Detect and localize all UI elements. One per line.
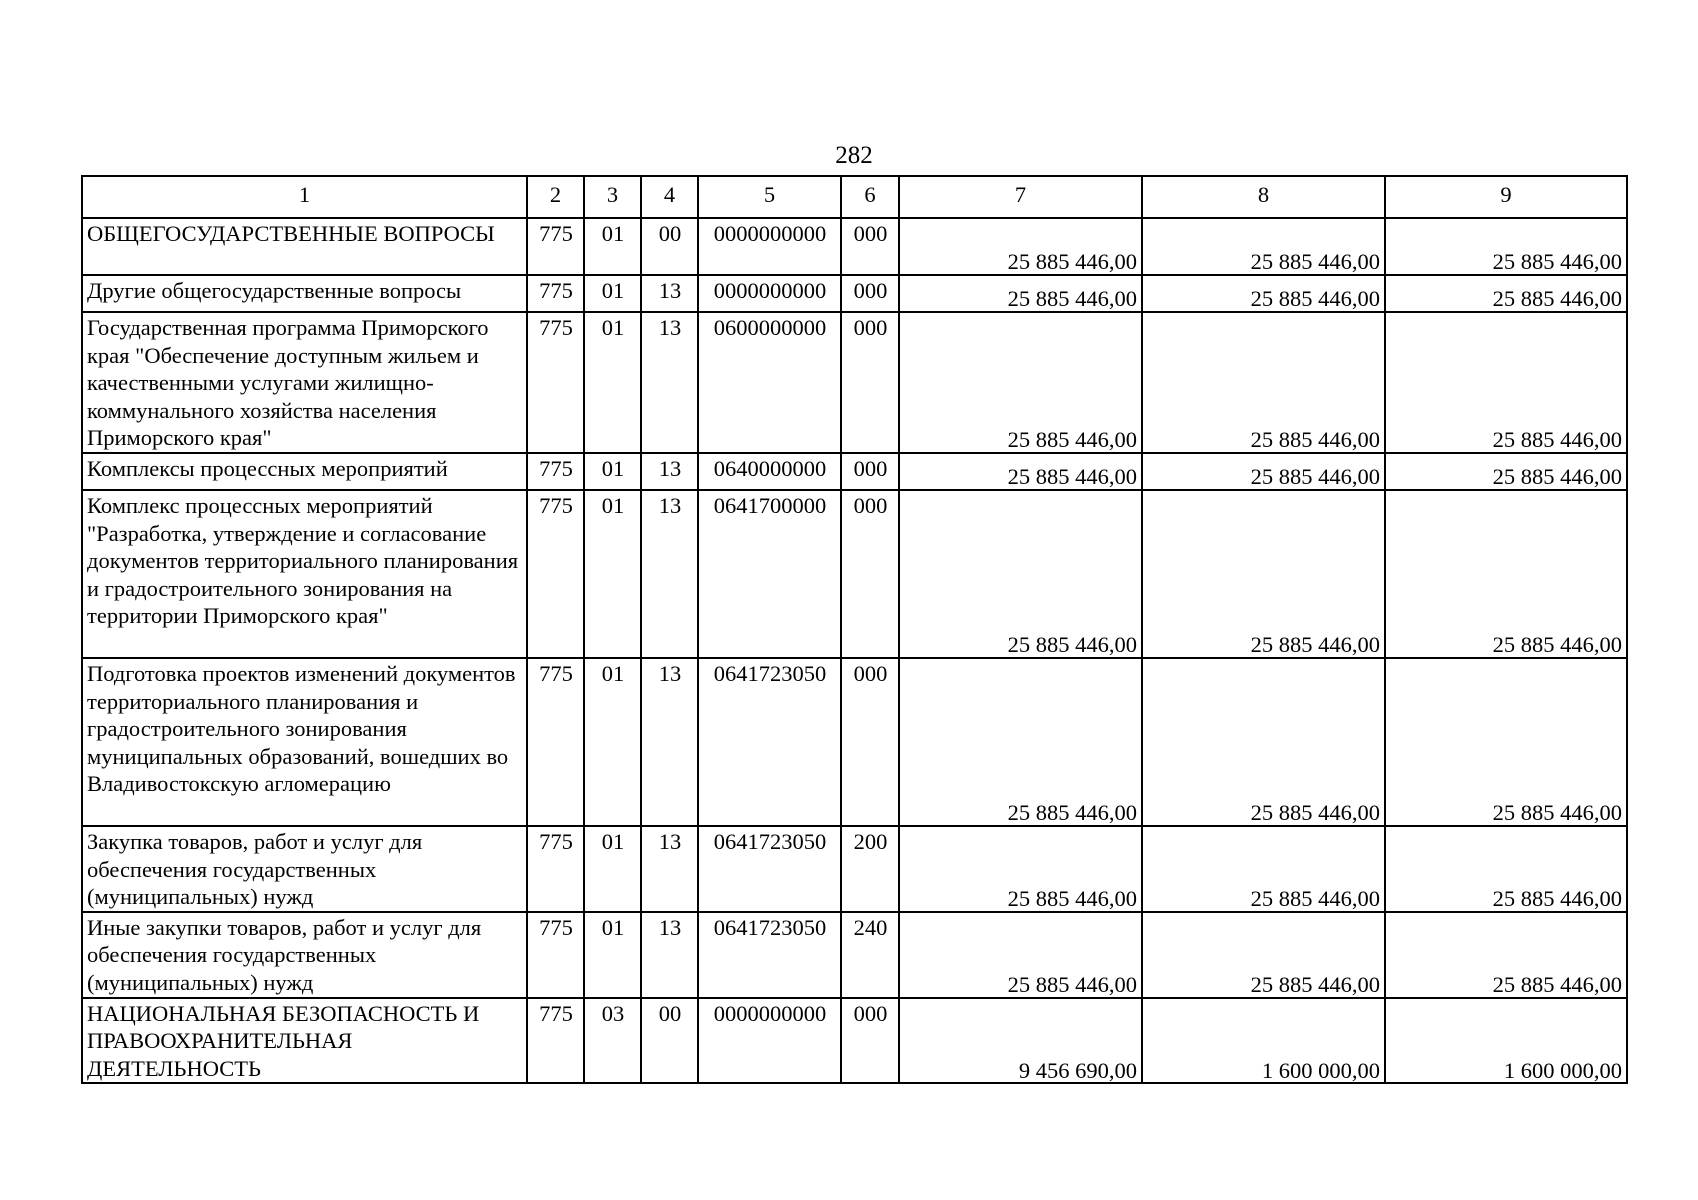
row-code-3: 01 <box>584 218 641 275</box>
row-name: Государственная программа Приморского края "Обеспечение доступным жильем и качественными услугами жилищно-коммунального хозяйства населения Приморского края" <box>82 312 527 453</box>
row-amount-9: 25 885 446,00 <box>1385 826 1627 912</box>
column-header: 6 <box>841 176 899 218</box>
row-code-2: 775 <box>527 912 584 998</box>
row-code-6: 200 <box>841 826 899 912</box>
table-row <box>82 490 1627 658</box>
row-name: Комплексы процессных мероприятий <box>82 453 527 490</box>
row-code-4: 13 <box>641 312 698 453</box>
row-code-3: 01 <box>584 658 641 826</box>
row-code-6: 000 <box>841 453 899 490</box>
row-name: Комплекс процессных мероприятий "Разработка, утверждение и согласование документов территориального планирования и градостроительного зонирования на территории Приморского края" <box>82 490 527 658</box>
row-code-4: 13 <box>641 275 698 312</box>
row-code-3: 01 <box>584 826 641 912</box>
row-code-6: 240 <box>841 912 899 998</box>
column-header: 2 <box>527 176 584 218</box>
table-body <box>82 218 1627 1083</box>
row-code-6: 000 <box>841 218 899 275</box>
row-amount-8: 25 885 446,00 <box>1142 453 1385 490</box>
row-code-3: 01 <box>584 490 641 658</box>
row-code-5: 0641723050 <box>698 912 841 998</box>
row-amount-8: 25 885 446,00 <box>1142 490 1385 658</box>
row-amount-7: 25 885 446,00 <box>899 275 1142 312</box>
row-name: Закупка товаров, работ и услуг для обеспечения государственных (муниципальных) нужд <box>82 826 527 912</box>
row-code-4: 13 <box>641 912 698 998</box>
row-code-2: 775 <box>527 453 584 490</box>
row-amount-9: 25 885 446,00 <box>1385 218 1627 275</box>
column-header: 9 <box>1385 176 1627 218</box>
row-code-3: 01 <box>584 912 641 998</box>
row-code-2: 775 <box>527 490 584 658</box>
row-name: Подготовка проектов изменений документов территориального планирования и градостроительного зонирования муниципальных образований, вошедших во Владивостокскую агломерацию <box>82 658 527 826</box>
row-amount-9: 25 885 446,00 <box>1385 658 1627 826</box>
table-header <box>82 176 1627 218</box>
row-code-5: 0000000000 <box>698 998 841 1084</box>
row-amount-7: 9 456 690,00 <box>899 998 1142 1084</box>
row-code-3: 01 <box>584 275 641 312</box>
table-row <box>82 998 1627 1084</box>
row-code-6: 000 <box>841 998 899 1084</box>
row-code-5: 0640000000 <box>698 453 841 490</box>
row-amount-9: 25 885 446,00 <box>1385 912 1627 998</box>
column-header: 4 <box>641 176 698 218</box>
row-code-6: 000 <box>841 312 899 453</box>
row-code-2: 775 <box>527 312 584 453</box>
row-amount-8: 1 600 000,00 <box>1142 998 1385 1084</box>
row-code-2: 775 <box>527 826 584 912</box>
row-code-5: 0641700000 <box>698 490 841 658</box>
row-amount-9: 25 885 446,00 <box>1385 490 1627 658</box>
column-header: 3 <box>584 176 641 218</box>
row-code-3: 01 <box>584 312 641 453</box>
header-row <box>82 176 1627 218</box>
page-number: 282 <box>835 142 873 169</box>
table-row <box>82 453 1627 490</box>
column-header: 5 <box>698 176 841 218</box>
row-code-6: 000 <box>841 275 899 312</box>
row-amount-7: 25 885 446,00 <box>899 453 1142 490</box>
row-code-5: 0641723050 <box>698 826 841 912</box>
row-code-2: 775 <box>527 275 584 312</box>
row-amount-8: 25 885 446,00 <box>1142 826 1385 912</box>
row-amount-7: 25 885 446,00 <box>899 312 1142 453</box>
row-code-3: 01 <box>584 453 641 490</box>
row-amount-9: 1 600 000,00 <box>1385 998 1627 1084</box>
row-code-5: 0000000000 <box>698 275 841 312</box>
row-amount-7: 25 885 446,00 <box>899 218 1142 275</box>
row-code-6: 000 <box>841 490 899 658</box>
row-code-2: 775 <box>527 218 584 275</box>
row-amount-8: 25 885 446,00 <box>1142 312 1385 453</box>
row-amount-7: 25 885 446,00 <box>899 912 1142 998</box>
row-amount-8: 25 885 446,00 <box>1142 658 1385 826</box>
table-row <box>82 218 1627 275</box>
column-header: 8 <box>1142 176 1385 218</box>
row-code-6: 000 <box>841 658 899 826</box>
row-amount-7: 25 885 446,00 <box>899 658 1142 826</box>
table-row <box>82 912 1627 998</box>
table-row <box>82 826 1627 912</box>
row-amount-8: 25 885 446,00 <box>1142 912 1385 998</box>
row-code-3: 03 <box>584 998 641 1084</box>
table-row <box>82 658 1627 826</box>
budget-table <box>81 175 1628 1084</box>
row-name: Иные закупки товаров, работ и услуг для обеспечения государственных (муниципальных) нужд <box>82 912 527 998</box>
row-code-4: 13 <box>641 453 698 490</box>
row-code-4: 13 <box>641 490 698 658</box>
table-row <box>82 275 1627 312</box>
row-name: Другие общегосударственные вопросы <box>82 275 527 312</box>
table-row <box>82 312 1627 453</box>
row-code-5: 0641723050 <box>698 658 841 826</box>
row-amount-9: 25 885 446,00 <box>1385 312 1627 453</box>
row-code-4: 13 <box>641 658 698 826</box>
row-code-4: 13 <box>641 826 698 912</box>
row-code-2: 775 <box>527 998 584 1084</box>
row-amount-7: 25 885 446,00 <box>899 490 1142 658</box>
row-amount-8: 25 885 446,00 <box>1142 275 1385 312</box>
column-header: 1 <box>82 176 527 218</box>
row-code-5: 0600000000 <box>698 312 841 453</box>
row-code-4: 00 <box>641 998 698 1084</box>
row-code-4: 00 <box>641 218 698 275</box>
row-code-2: 775 <box>527 658 584 826</box>
row-amount-9: 25 885 446,00 <box>1385 453 1627 490</box>
row-amount-9: 25 885 446,00 <box>1385 275 1627 312</box>
row-amount-8: 25 885 446,00 <box>1142 218 1385 275</box>
row-code-5: 0000000000 <box>698 218 841 275</box>
row-amount-7: 25 885 446,00 <box>899 826 1142 912</box>
column-header: 7 <box>899 176 1142 218</box>
row-name: ОБЩЕГОСУДАРСТВЕННЫЕ ВОПРОСЫ <box>82 218 527 275</box>
row-name: НАЦИОНАЛЬНАЯ БЕЗОПАСНОСТЬ И ПРАВООХРАНИТЕЛЬНАЯ ДЕЯТЕЛЬНОСТЬ <box>82 998 527 1084</box>
